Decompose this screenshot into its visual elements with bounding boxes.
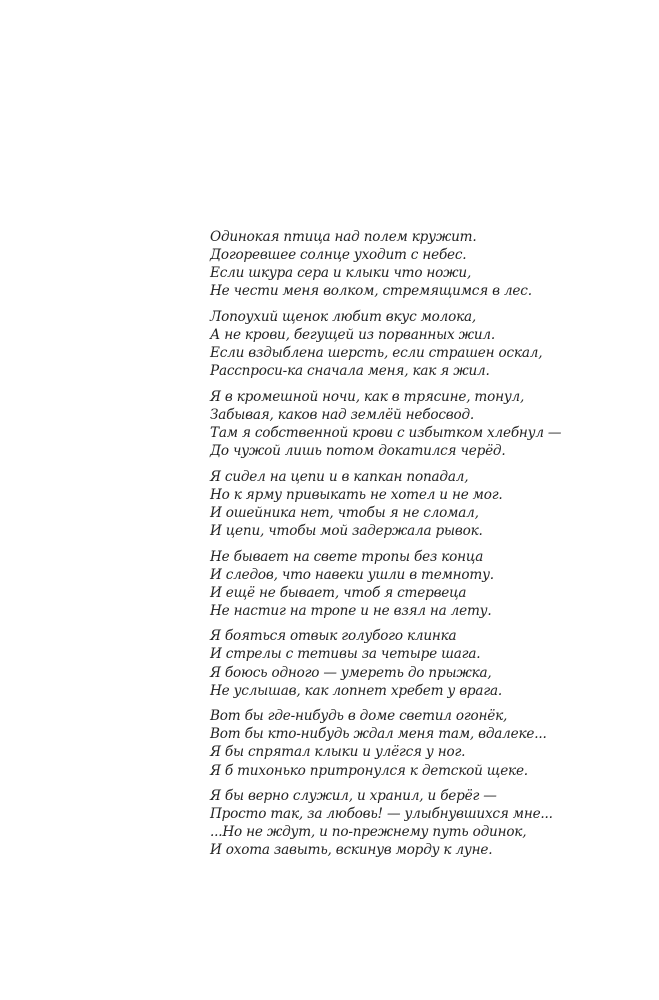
stanza	[210, 228, 561, 300]
poem-line: Вот бы кто-нибудь ждал меня там, вдалеке...	[210, 726, 547, 743]
stanza	[210, 627, 561, 699]
poem-line: Если шкура сера и клыки что ножи,	[210, 265, 472, 282]
poem-line: Просто так, за любовь! — улыбнувшихся мне...	[210, 806, 553, 823]
poem-line: Я в кромешной ночи, как в трясине, тонул,	[210, 388, 525, 405]
poem-line: Догоревшее солнце уходит с небес.	[210, 247, 467, 264]
poem-line: Я б тихонько притронулся к детской щеке.	[210, 762, 528, 779]
poem-line: Не настиг на тропе и не взял на лету.	[210, 602, 492, 619]
poem-line: Я боюсь одного — умереть до прыжка,	[210, 664, 492, 681]
poem	[210, 228, 561, 867]
poem-line: Но к ярму привыкать не хотел и не мог.	[210, 486, 503, 503]
poem-line: И ошейника нет, чтобы я не сломал,	[210, 504, 479, 521]
poem-line: ...Но не ждут, и по-прежнему путь одинок,	[210, 824, 527, 841]
poem-line: Вот бы где-нибудь в доме светил огонёк,	[210, 708, 508, 725]
poem-line: И следов, что навеки ушли в темноту.	[210, 566, 494, 583]
poem-line: До чужой лишь потом докатился черёд.	[210, 443, 506, 460]
poem-line: Не чести меня волком, стремящимся в лес.	[210, 283, 532, 300]
poem-line: Я бояться отвык голубого клинка	[210, 628, 457, 645]
poem-line: И ещё не бывает, чтоб я стервеца	[210, 584, 467, 601]
stanza	[210, 707, 561, 779]
stanza	[210, 548, 561, 620]
stanza	[210, 468, 561, 540]
poem-line: Расспроси-ка сначала меня, как я жил.	[210, 363, 490, 380]
poem-line: Я бы спрятал клыки и улёгся у ног.	[210, 744, 466, 761]
poem-line: И стрелы с тетивы за четыре шага.	[210, 646, 481, 663]
stanza	[210, 787, 561, 859]
poem-line: И цепи, чтобы мой задержала рывок.	[210, 522, 483, 539]
poem-line: Забывая, каков над землёй небосвод.	[210, 406, 474, 423]
stanza	[210, 308, 561, 380]
poem-line: Не услышав, как лопнет хребет у врага.	[210, 682, 503, 699]
poem-line: Одинокая птица над полем кружит.	[210, 229, 477, 245]
poem-line: Не бывает на свете тропы без конца	[210, 548, 484, 565]
poem-line: Я бы верно служил, и хранил, и берёг —	[210, 788, 497, 805]
poem-line: Если вздыблена шерсть, если страшен оскал,	[210, 345, 543, 362]
poem-line: И охота завыть, вскинув морду к луне.	[210, 842, 493, 859]
stanza	[210, 388, 561, 460]
poem-line: А не крови, бегущей из порванных жил.	[210, 326, 495, 343]
poem-line: Я сидел на цепи и в капкан попадал,	[210, 468, 469, 485]
poem-line: Там я собственной крови с избытком хлебнул —	[210, 424, 562, 441]
poem-line: Лопоухий щенок любит вкус молока,	[210, 308, 477, 325]
